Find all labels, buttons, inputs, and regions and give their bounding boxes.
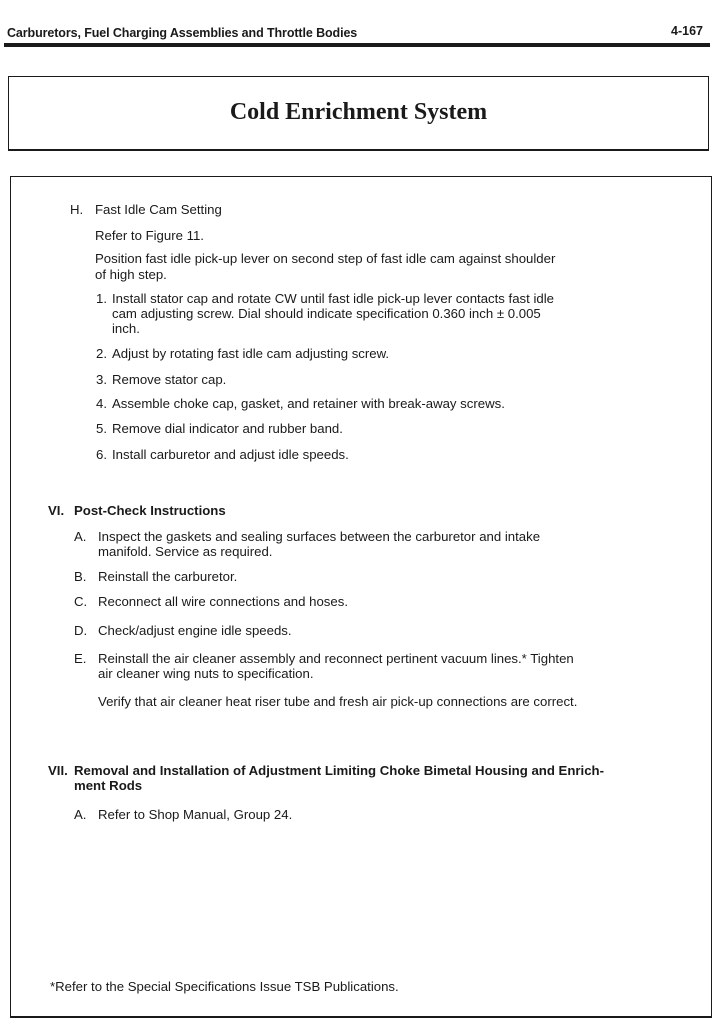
section-h-intro-line2: of high step.: [95, 267, 167, 282]
step-number: 3.: [96, 372, 107, 387]
item-label: D.: [74, 623, 88, 638]
step-text-line: Remove stator cap.: [112, 372, 227, 387]
item-label: A.: [74, 807, 87, 822]
running-header-title: Carburetors, Fuel Charging Assemblies and Throttle Bodies: [7, 26, 358, 40]
item-text-line: Reconnect all wire connections and hoses.: [98, 594, 348, 609]
item-label: B.: [74, 569, 87, 584]
item-text-line: air cleaner wing nuts to specification.: [98, 666, 314, 681]
item-text-line: Reinstall the carburetor.: [98, 569, 238, 584]
item-label: E.: [74, 651, 87, 666]
item-text-line: manifold. Service as required.: [98, 544, 273, 559]
item-label: A.: [74, 529, 87, 544]
section-h-heading: Fast Idle Cam Setting: [95, 202, 222, 217]
item-text-line: Check/adjust engine idle speeds.: [98, 623, 292, 638]
page-title: Cold Enrichment System: [229, 99, 488, 125]
step-text-line: Install carburetor and adjust idle speeds.: [112, 447, 349, 462]
section-vii-label: VII.: [48, 763, 68, 778]
step-text-line: inch.: [112, 321, 140, 336]
step-number: 5.: [96, 421, 107, 436]
step-text-line: Assemble choke cap, gasket, and retainer with break-away screws.: [112, 396, 505, 411]
step-number: 4.: [96, 396, 107, 411]
step-number: 1.: [96, 291, 107, 306]
step-text-line: Remove dial indicator and rubber band.: [112, 421, 343, 436]
step-number: 2.: [96, 346, 107, 361]
item-text-line: Inspect the gaskets and sealing surfaces between the carburetor and intake: [98, 529, 541, 544]
page-number: 4-167: [671, 24, 703, 38]
section-h-label: H.: [70, 202, 84, 217]
header-rule: [4, 43, 710, 47]
section-vi-label: VI.: [48, 503, 65, 518]
step-text-line: Install stator cap and rotate CW until fast idle pick-up lever contacts fast idle: [112, 291, 554, 306]
item-text-line: Reinstall the air cleaner assembly and reconnect pertinent vacuum lines.* Tighten: [98, 651, 574, 666]
section-vii-heading-line1: Removal and Installation of Adjustment Limiting Choke Bimetal Housing and Enrich-: [74, 763, 604, 778]
section-vii-heading-line2: ment Rods: [74, 778, 143, 793]
item-label: C.: [74, 594, 88, 609]
section-h-intro-line1: Position fast idle pick-up lever on second step of fast idle cam against shoulder: [95, 251, 556, 266]
step-text-line: Adjust by rotating fast idle cam adjusting screw.: [112, 346, 390, 361]
verify-note: Verify that air cleaner heat riser tube and fresh air pick-up connections are correct.: [98, 694, 578, 709]
footnote: *Refer to the Special Specifications Issue TSB Publications.: [50, 979, 399, 994]
step-text-line: cam adjusting screw. Dial should indicate specification 0.360 inch ± 0.005: [112, 306, 541, 321]
step-number: 6.: [96, 447, 107, 462]
section-h-reference: Refer to Figure 11.: [95, 228, 204, 243]
section-vi-heading: Post-Check Instructions: [74, 503, 226, 518]
item-text-line: Refer to Shop Manual, Group 24.: [98, 807, 293, 822]
title-box: [8, 76, 709, 151]
